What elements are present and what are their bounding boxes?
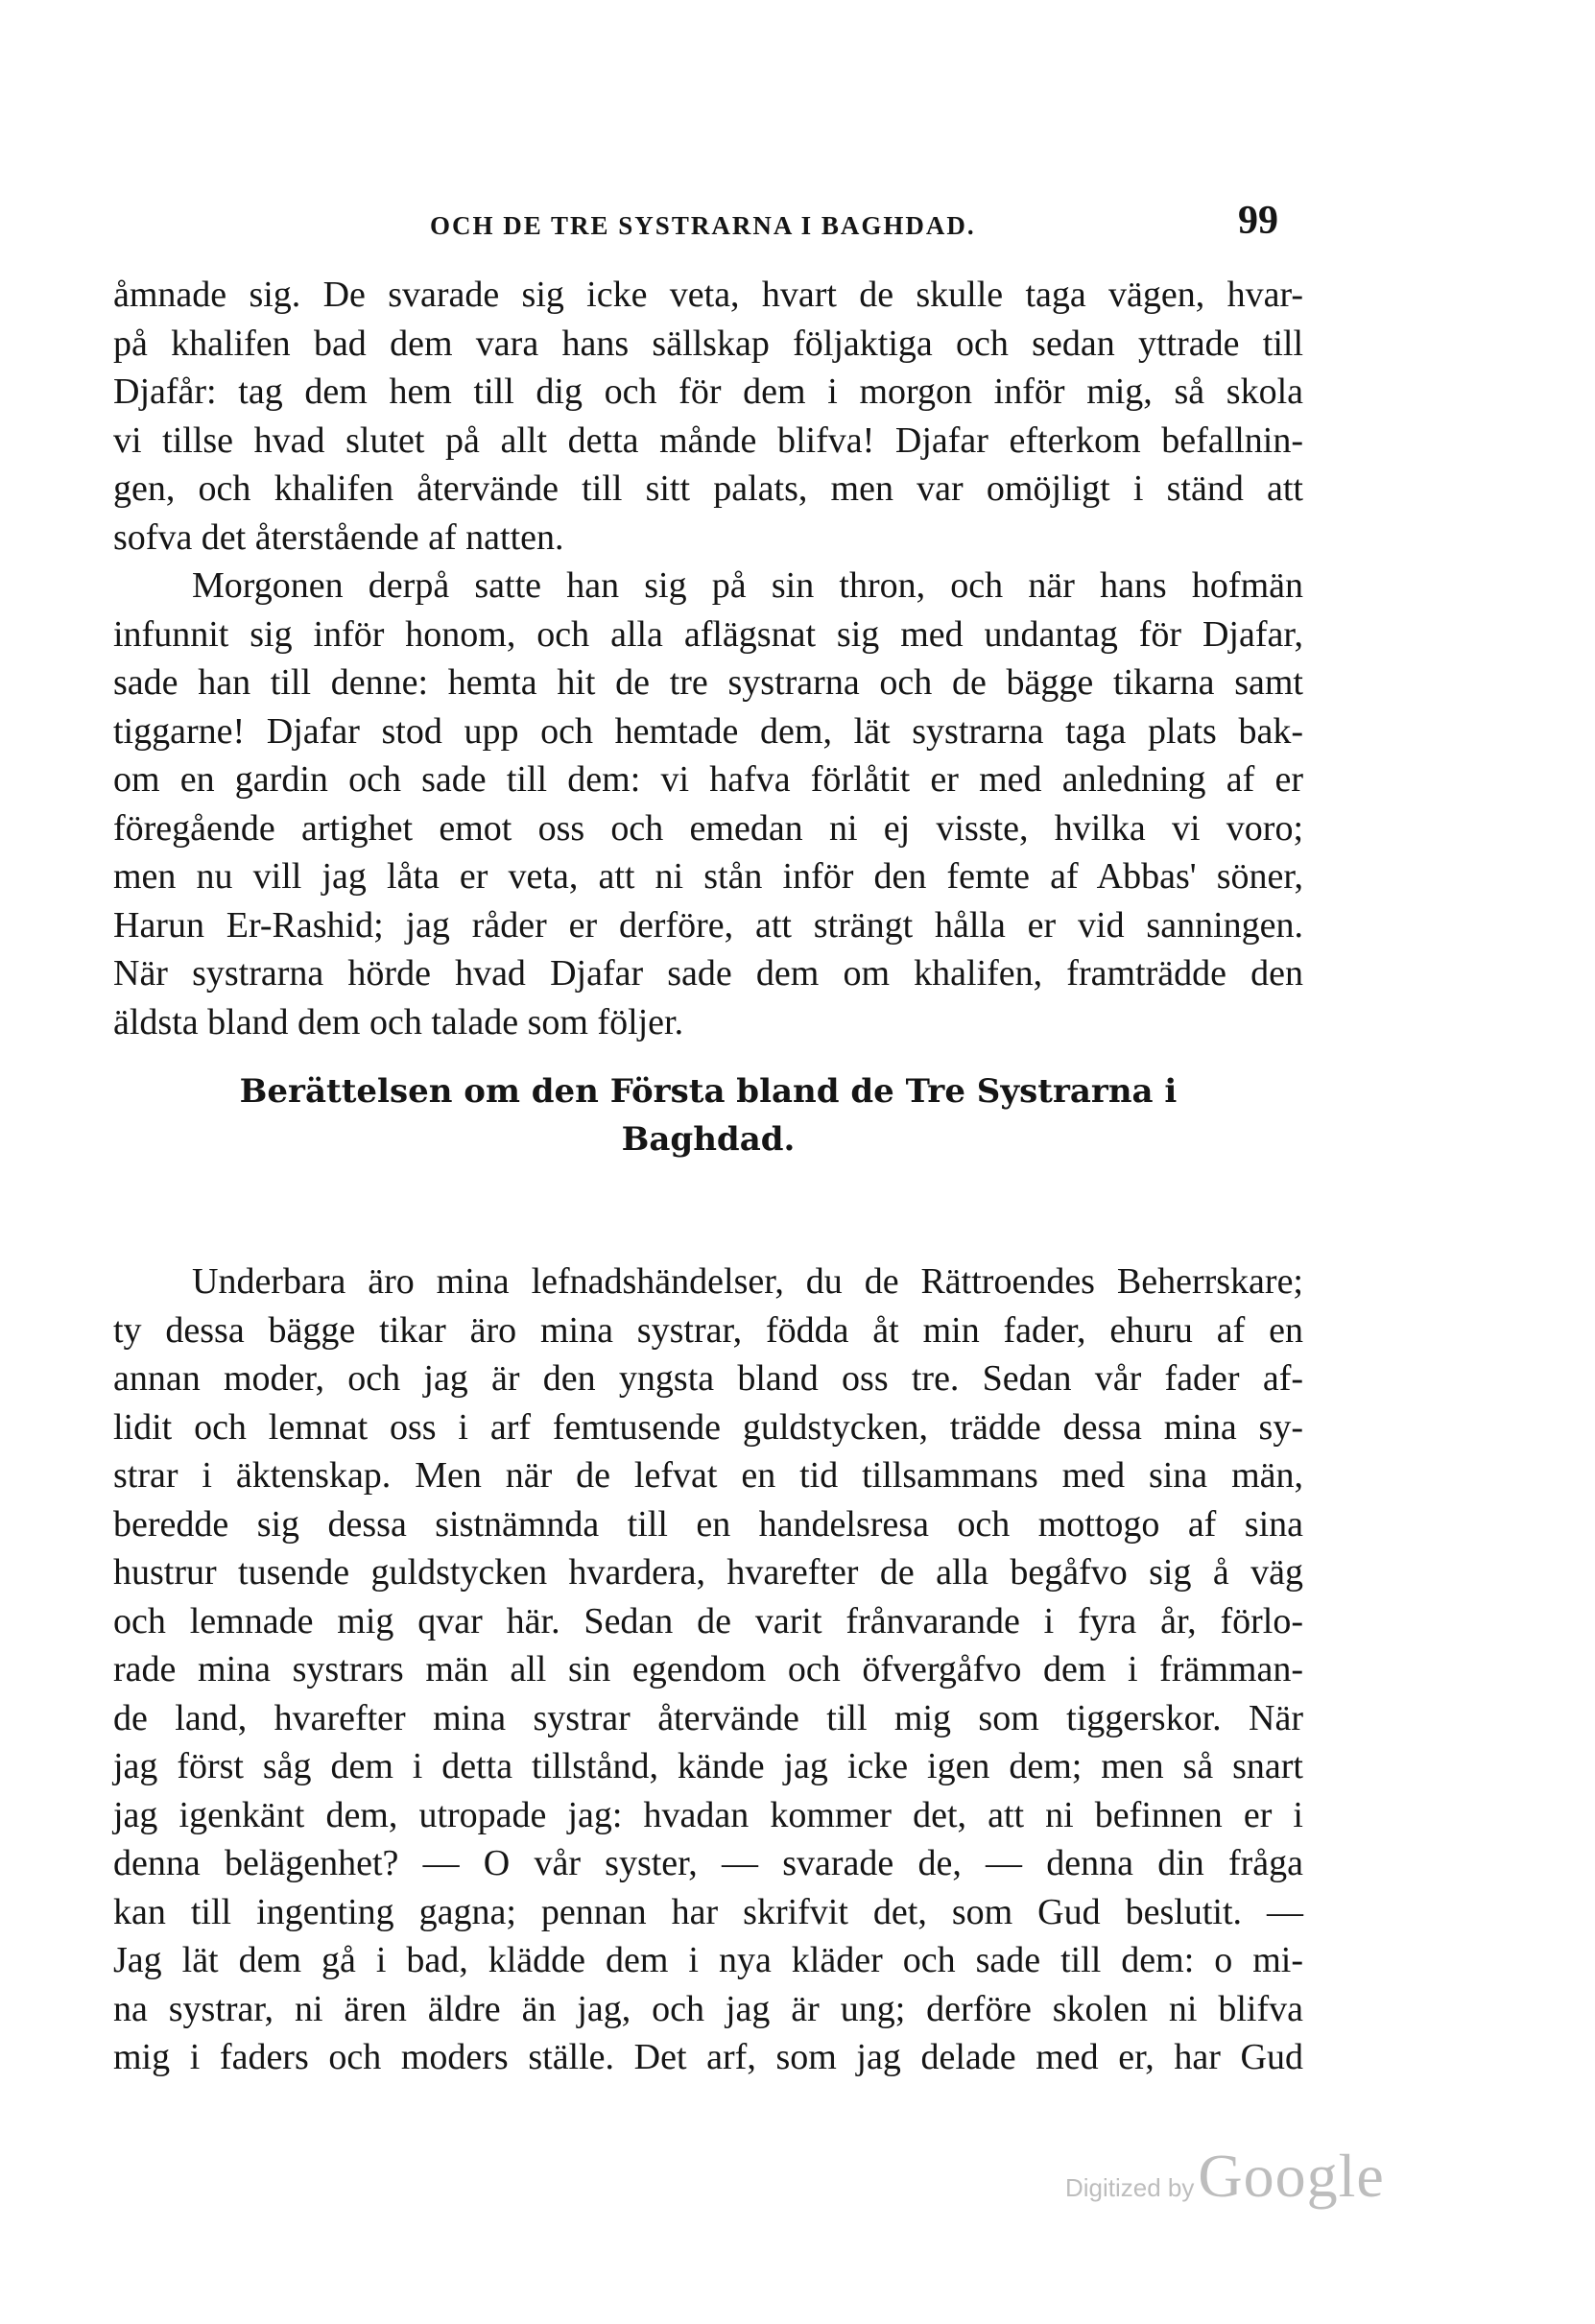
page-header (113, 198, 1303, 255)
text-line: jag igenkänt dem, utropade jag: hvadan kommer det, att ni befinnen er i (113, 1794, 1303, 1835)
text-line: och lemnade mig qvar här. Sedan de varit frånvarande i fyra år, förlo- (113, 1600, 1303, 1641)
page-number: 99 (1238, 199, 1278, 243)
text-line: Djafår: tag dem hem till dig och för dem i morgon inför mig, så skola (113, 371, 1303, 412)
text-line: infunnit sig inför honom, och alla aflägsnat sig med undantag för Djafar, (113, 613, 1303, 655)
text-line: på khalifen bad dem vara hans sällskap följaktiga och sedan yttrade till (113, 323, 1303, 364)
text-line: tiggarne! Djafar stod upp och hemtade dem, lät systrarna taga plats bak- (113, 710, 1303, 752)
text-line: Underbara äro mina lefnadshändelser, du de Rättroendes Beherrskare; (192, 1261, 1303, 1302)
text-line: Jag lät dem gå i bad, klädde dem i nya kläder och sade till dem: o mi- (113, 1940, 1303, 1980)
heading-line: Berättelsen om den Första bland de Tre Systrarna i (239, 1072, 1178, 1111)
text-line: Harun Er-Rashid; jag råder er derföre, att strängt hålla er vid sanningen. (113, 904, 1303, 946)
text-line: När systrarna hörde hvad Djafar sade dem om khalifen, framträdde den (113, 953, 1303, 994)
text-line: äldsta bland dem och talade som följer. (113, 1001, 684, 1042)
text-block-top (113, 271, 1303, 1046)
text-line: annan moder, och jag är den yngsta bland oss tre. Sedan vår fader af- (113, 1358, 1303, 1399)
paragraph-morning (113, 562, 1303, 1046)
text-line: de land, hvarefter mina systrar återvände till mig som tiggerskor. När (113, 1697, 1303, 1738)
text-line: lidit och lemnat oss i arf femtusende guldstycken, trädde dessa mina sy- (113, 1406, 1303, 1448)
text-line: hustrur tusende guldstycken hvardera, hvarefter de alla begåfvo sig å väg (113, 1552, 1303, 1593)
running-title: OCH DE TRE SYSTRARNA I BAGHDAD. (430, 211, 976, 240)
text-line: men nu vill jag låta er veta, att ni stån inför den femte af Abbas' söner, (113, 856, 1303, 897)
heading-line: Baghdad. (621, 1120, 796, 1159)
paragraph-continuation (113, 271, 1303, 562)
text-line: na systrar, ni ären äldre än jag, och jag är ung; derföre skolen ni blifva (113, 1988, 1303, 2029)
text-line: vi tillse hvad slutet på allt detta månde blifva! Djafar efterkom befallnin- (113, 419, 1303, 461)
text-line: om en gardin och sade till dem: vi hafva förlåtit er med anledning af er (113, 759, 1303, 800)
text-line: ty dessa bägge tikar äro mina systrar, födda åt min fader, ehuru af en (113, 1309, 1303, 1351)
text-line: föregående artighet emot oss och emedan ni ej visste, hvilka vi voro; (113, 807, 1303, 849)
section-heading (113, 1067, 1303, 1163)
text-line: Morgonen derpå satte han sig på sin thron, och när hans hofmän (192, 565, 1303, 606)
text-line: beredde sig dessa sistnämnda till en handelsresa och mottogo af sina (113, 1503, 1303, 1545)
text-line: sade han till denne: hemta hit de tre systrarna och de bägge tikarna samt (113, 662, 1303, 703)
text-line: denna belägenhet? — O vår syster, — svarade de, — denna din fråga (113, 1843, 1303, 1883)
text-line: gen, och khalifen återvände till sitt palats, men var omöjligt i ständ att (113, 468, 1303, 509)
text-line: kan till ingenting gagna; pennan har skrifvit det, som Gud beslutit. — (113, 1891, 1303, 1932)
text-line: mig i faders och moders ställe. Det arf, som jag delade med er, har Gud (113, 2037, 1303, 2077)
text-line: rade mina systrars män all sin egendom och öfvergåfvo dem i främman- (113, 1649, 1303, 1689)
text-line: jag först såg dem i detta tillstånd, kände jag icke igen dem; men så snart (113, 1746, 1303, 1786)
text-line: sofva det återstående af natten. (113, 516, 564, 558)
digitized-watermark (1065, 2141, 1385, 2212)
text-line: åmnade sig. De svarade sig icke veta, hvart de skulle taga vägen, hvar- (113, 275, 1303, 315)
watermark-brand: Google (1198, 2142, 1385, 2210)
text-block-bottom (113, 1258, 1303, 2082)
watermark-prefix: Digitized by (1065, 2173, 1195, 2202)
text-line: strar i äktenskap. Men när de lefvat en tid tillsammans med sina män, (113, 1455, 1303, 1496)
